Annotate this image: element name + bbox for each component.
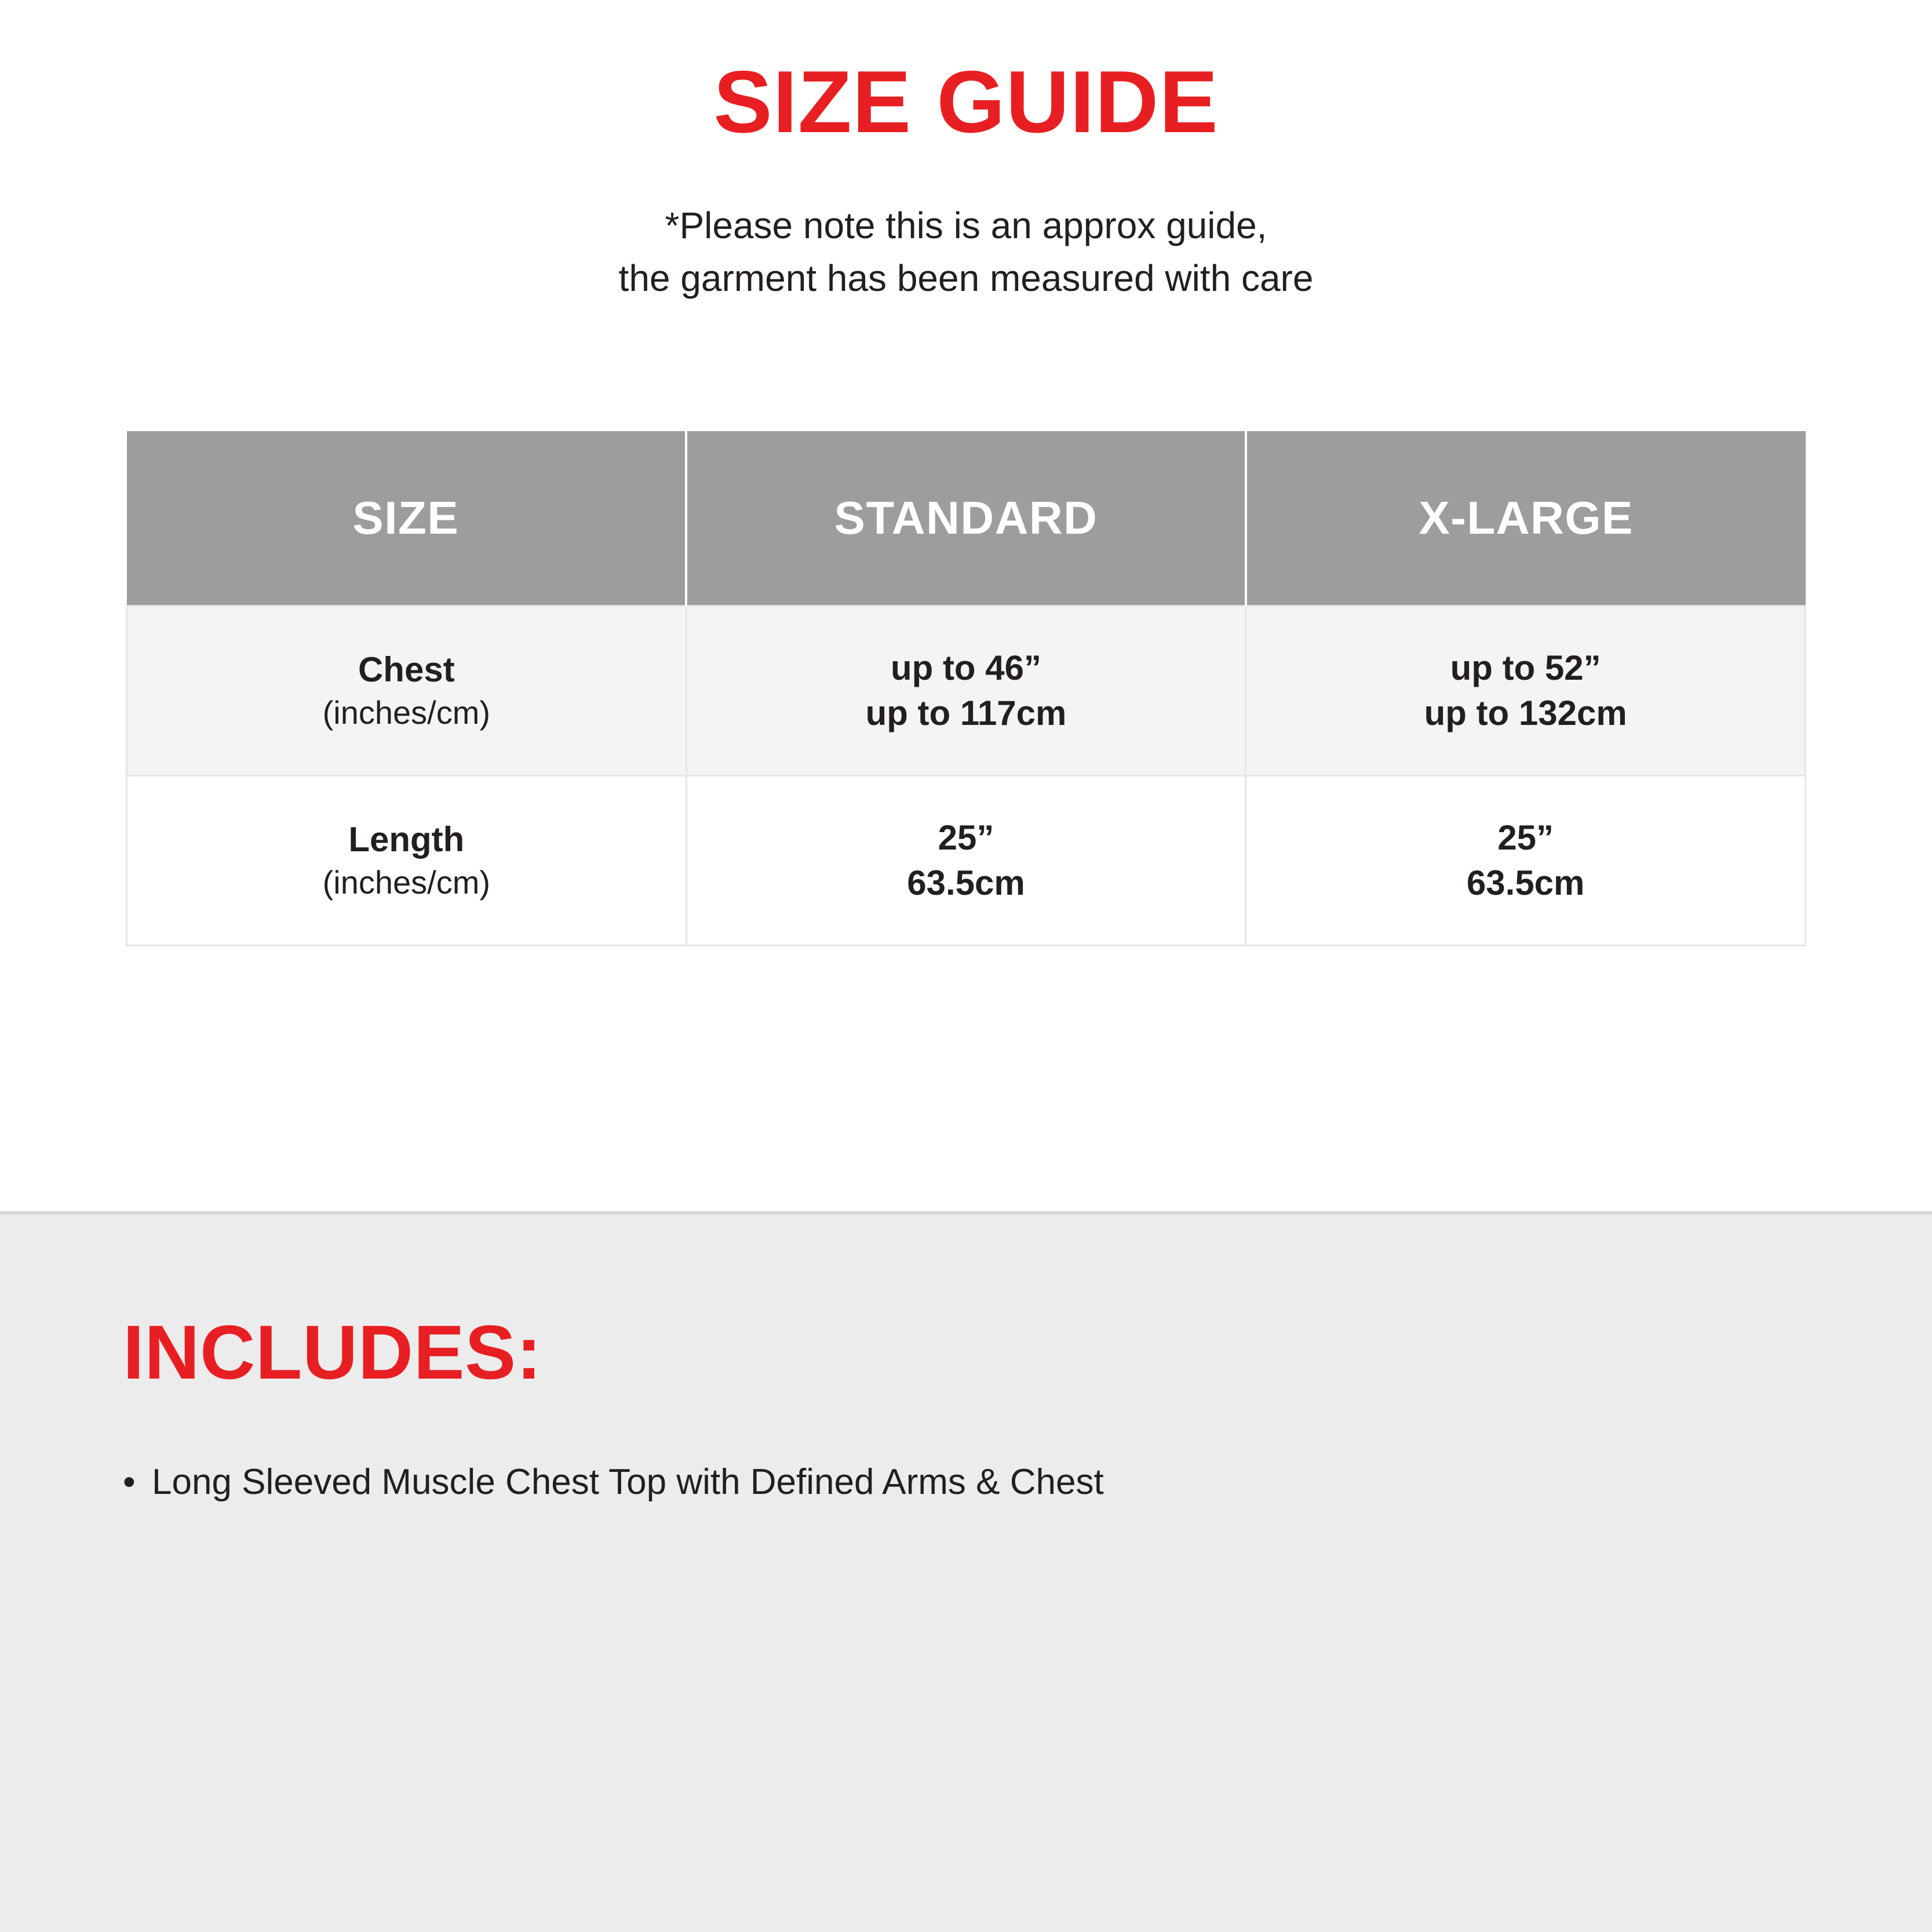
cell-chest-standard (686, 606, 1246, 775)
bullet-icon: • (123, 1462, 136, 1502)
cell-line-cm: 63.5cm (1466, 863, 1585, 902)
size-table-wrapper (126, 431, 1806, 946)
row-label-main: Length (348, 819, 465, 859)
includes-section (0, 1211, 1932, 1932)
note-line-1: *Please note this is an approx guide, (665, 205, 1267, 246)
cell-line-inches: 25” (938, 818, 994, 857)
row-label-main: Chest (358, 650, 455, 689)
table-row (127, 775, 1806, 945)
column-header-standard: STANDARD (686, 431, 1246, 606)
list-item-label: Long Sleeved Muscle Chest Top with Defined Arms & Chest (152, 1462, 1104, 1502)
column-header-xlarge: X-LARGE (1246, 431, 1806, 606)
cell-line-inches: up to 46” (890, 648, 1041, 687)
page-title: SIZE GUIDE (713, 53, 1219, 151)
size-table (126, 431, 1806, 946)
row-label-chest (127, 606, 687, 775)
size-table-header (127, 431, 1806, 606)
cell-line-cm: up to 132cm (1424, 693, 1627, 732)
note-line-2: the garment has been measured with care (618, 257, 1314, 299)
list-item (123, 1459, 1932, 1506)
row-label-units: (inches/cm) (322, 864, 491, 901)
cell-length-standard (686, 775, 1246, 945)
size-table-body (127, 606, 1806, 945)
cell-line-inches: up to 52” (1450, 648, 1601, 687)
row-label-units: (inches/cm) (322, 694, 491, 731)
cell-length-xlarge (1246, 775, 1806, 945)
includes-list (0, 1391, 1932, 1506)
row-label-length (127, 775, 687, 945)
includes-title: INCLUDES: (123, 1310, 542, 1395)
approx-guide-note (0, 146, 1932, 305)
table-header-row (127, 431, 1806, 606)
column-header-size: SIZE (127, 431, 687, 606)
cell-line-cm: up to 117cm (865, 693, 1067, 732)
cell-line-cm: 63.5cm (907, 863, 1025, 902)
table-row (127, 606, 1806, 775)
cell-chest-xlarge (1246, 606, 1806, 775)
cell-line-inches: 25” (1497, 818, 1554, 857)
